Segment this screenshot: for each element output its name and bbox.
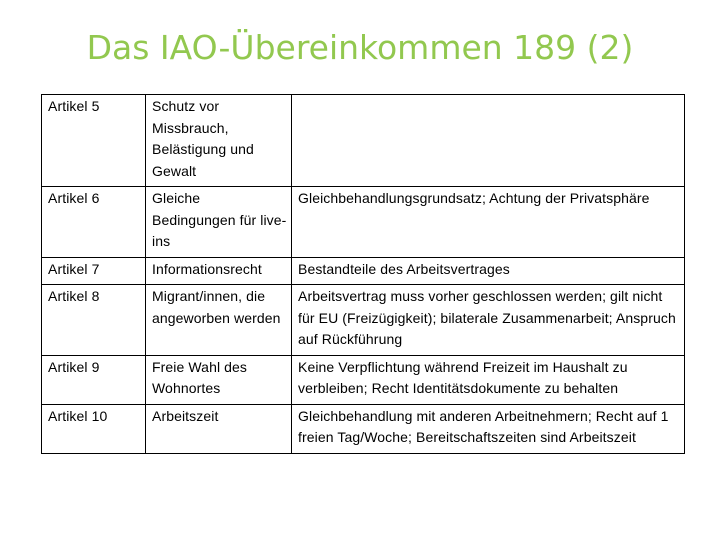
article-number-cell: Artikel 7 (42, 257, 146, 285)
article-details-cell: Bestandteile des Arbeitsvertrages (292, 257, 685, 285)
article-details-cell: Gleichbehandlung mit anderen Arbeitnehmern; Recht auf 1 freien Tag/Woche; Bereitschaftszeiten sind Arbeitszeit (292, 404, 685, 453)
slide-title: Das IAO-Übereinkommen 189 (2) (86, 28, 634, 67)
table-row-artikel-9 (42, 355, 685, 404)
article-number-cell: Artikel 8 (42, 285, 146, 356)
table-row-artikel-6 (42, 187, 685, 258)
article-topic-cell: Arbeitszeit (146, 404, 292, 453)
article-details-cell: Gleichbehandlungsgrundsatz; Achtung der Privatsphäre (292, 187, 685, 258)
article-topic-cell: Informationsrecht (146, 257, 292, 285)
article-number-cell: Artikel 5 (42, 95, 146, 187)
article-number-cell: Artikel 6 (42, 187, 146, 258)
article-details-cell (292, 95, 685, 187)
articles-table-container (41, 94, 684, 454)
table-row-artikel-10 (42, 404, 685, 453)
article-number-cell: Artikel 10 (42, 404, 146, 453)
articles-table (41, 94, 685, 454)
table-row-artikel-7 (42, 257, 685, 285)
article-number-cell: Artikel 9 (42, 355, 146, 404)
article-topic-cell: Schutz vor Missbrauch, Belästigung und Gewalt (146, 95, 292, 187)
table-row-artikel-5 (42, 95, 685, 187)
table-row-artikel-8 (42, 285, 685, 356)
article-topic-cell: Freie Wahl des Wohnortes (146, 355, 292, 404)
article-details-cell: Keine Verpflichtung während Freizeit im Haushalt zu verbleiben; Recht Identitätsdokumente zu behalten (292, 355, 685, 404)
article-topic-cell: Gleiche Bedingungen für live-ins (146, 187, 292, 258)
article-details-cell: Arbeitsvertrag muss vorher geschlossen werden; gilt nicht für EU (Freizügigkeit); bilaterale Zusammenarbeit; Anspruch auf Rückführung (292, 285, 685, 356)
article-topic-cell: Migrant/innen, die angeworben werden (146, 285, 292, 356)
